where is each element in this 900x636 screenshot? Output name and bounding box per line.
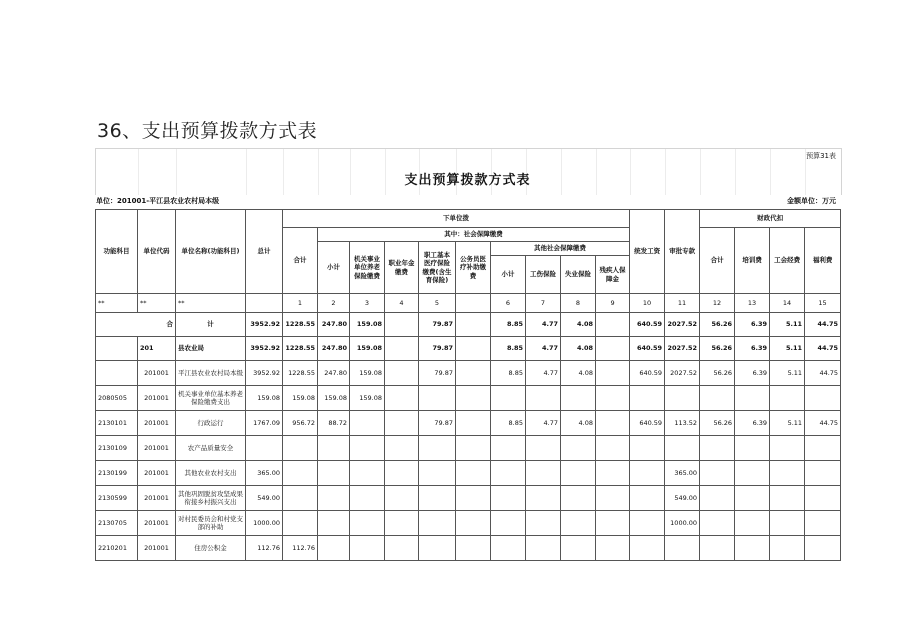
- value-cell: 2027.52: [665, 361, 700, 386]
- value-cell: 159.08: [318, 386, 350, 411]
- value-cell: 44.75: [805, 411, 841, 436]
- document-heading: 36、支出预算拨款方式表: [97, 120, 318, 142]
- value-cell: [805, 486, 841, 511]
- total-row: [96, 313, 841, 337]
- value-cell: [526, 536, 561, 561]
- total-label-b: 计: [176, 313, 246, 337]
- unit-name-cell: 对村民委员会和村党支部的补助: [176, 511, 246, 536]
- unit-code-cell: 201001: [138, 536, 176, 561]
- cell: 159.08: [350, 337, 385, 361]
- value-cell: 365.00: [665, 461, 700, 486]
- func-subject-cell: 2130705: [96, 511, 138, 536]
- value-cell: [385, 461, 419, 486]
- unit-name-cell: 行政运行: [176, 411, 246, 436]
- value-cell: 1767.09: [246, 411, 283, 436]
- value-cell: [456, 486, 491, 511]
- unit-name-cell: 平江县农业农村局本级: [176, 361, 246, 386]
- value-cell: [630, 511, 665, 536]
- value-cell: [283, 486, 318, 511]
- value-cell: [770, 386, 805, 411]
- table-row: [96, 436, 841, 461]
- value-cell: [456, 361, 491, 386]
- value-cell: [630, 436, 665, 461]
- value-cell: [596, 461, 630, 486]
- cell: 4.77: [526, 313, 561, 337]
- value-cell: 549.00: [665, 486, 700, 511]
- func-subject-cell: 2130101: [96, 411, 138, 436]
- value-cell: [630, 461, 665, 486]
- colnum: 4: [385, 294, 419, 313]
- value-cell: [491, 386, 526, 411]
- value-cell: 88.72: [318, 411, 350, 436]
- value-cell: [419, 436, 456, 461]
- header-xia-bo: 下单位拨: [283, 210, 630, 228]
- value-cell: [246, 436, 283, 461]
- cell: 79.87: [419, 337, 456, 361]
- value-cell: [700, 486, 735, 511]
- cell: 56.26: [700, 337, 735, 361]
- header-total: 总计: [246, 210, 283, 294]
- cell: 1228.55: [283, 337, 318, 361]
- cell: 247.80: [318, 337, 350, 361]
- value-cell: [630, 486, 665, 511]
- header-gongwuyuan: 公务员医疗补助缴费: [456, 242, 491, 294]
- value-cell: [419, 386, 456, 411]
- table-row: [96, 361, 841, 386]
- cell: 6.39: [735, 313, 770, 337]
- value-cell: 4.77: [526, 361, 561, 386]
- value-cell: 640.59: [630, 411, 665, 436]
- value-cell: [596, 511, 630, 536]
- value-cell: [350, 436, 385, 461]
- header-zhigong: 职工基本医疗保险缴费(含生育保险): [419, 242, 456, 294]
- header-xiaoji2: 小计: [491, 256, 526, 294]
- value-cell: [561, 386, 596, 411]
- value-cell: [385, 361, 419, 386]
- header-subtotal: 合计: [283, 228, 318, 294]
- value-cell: [318, 486, 350, 511]
- cell: [385, 313, 419, 337]
- value-cell: [596, 411, 630, 436]
- cell: 4.08: [561, 313, 596, 337]
- value-cell: [735, 386, 770, 411]
- cell: [596, 337, 630, 361]
- value-cell: [596, 361, 630, 386]
- header-canji: 残疾人保障金: [596, 256, 630, 294]
- value-cell: [805, 461, 841, 486]
- value-cell: [805, 386, 841, 411]
- cell: 2027.52: [665, 313, 700, 337]
- value-cell: [456, 386, 491, 411]
- header-func-subject: 功能科目: [96, 210, 138, 294]
- value-cell: 1000.00: [665, 511, 700, 536]
- value-cell: [350, 511, 385, 536]
- value-cell: 159.08: [350, 361, 385, 386]
- value-cell: 365.00: [246, 461, 283, 486]
- value-cell: [700, 511, 735, 536]
- dept-name: 县农业局: [176, 337, 246, 361]
- value-cell: [526, 486, 561, 511]
- value-cell: [770, 461, 805, 486]
- cell: 1228.55: [283, 313, 318, 337]
- cell: [385, 337, 419, 361]
- table-row: [96, 536, 841, 561]
- value-cell: 549.00: [246, 486, 283, 511]
- value-cell: [700, 461, 735, 486]
- colnum: 13: [735, 294, 770, 313]
- meta-row: [95, 196, 840, 208]
- value-cell: 56.26: [700, 411, 735, 436]
- cell: 3952.92: [246, 313, 283, 337]
- unit-code-cell: 201001: [138, 461, 176, 486]
- value-cell: 4.77: [526, 411, 561, 436]
- value-cell: [735, 536, 770, 561]
- colnum: 15: [805, 294, 841, 313]
- colnum: 3: [350, 294, 385, 313]
- header-caizheng: 财政代扣: [700, 210, 841, 228]
- value-cell: [526, 461, 561, 486]
- unit-code-cell: 201001: [138, 386, 176, 411]
- colnum: 1: [283, 294, 318, 313]
- value-cell: [700, 436, 735, 461]
- cell: 3952.92: [246, 337, 283, 361]
- colnum: 12: [700, 294, 735, 313]
- value-cell: [665, 436, 700, 461]
- value-cell: [491, 486, 526, 511]
- header-xiaoji: 小计: [318, 242, 350, 294]
- cell: 640.59: [630, 313, 665, 337]
- table-row: [96, 461, 841, 486]
- value-cell: [419, 461, 456, 486]
- value-cell: [385, 486, 419, 511]
- colnum: 6: [491, 294, 526, 313]
- cell: [596, 313, 630, 337]
- func-subject-cell: 2210201: [96, 536, 138, 561]
- header-qizhong: 其中：社会保障缴费: [318, 228, 630, 242]
- func-subject-cell: 2130109: [96, 436, 138, 461]
- value-cell: 4.08: [561, 411, 596, 436]
- value-cell: [385, 411, 419, 436]
- value-cell: 6.39: [735, 411, 770, 436]
- func-subject-cell: 2080505: [96, 386, 138, 411]
- value-cell: 159.08: [283, 386, 318, 411]
- value-cell: [385, 386, 419, 411]
- colnum: 5: [419, 294, 456, 313]
- cell: 56.26: [700, 313, 735, 337]
- colnum: 8: [561, 294, 596, 313]
- form-number: 预算31表: [806, 152, 836, 160]
- unit-name-cell: 农产品质量安全: [176, 436, 246, 461]
- value-cell: [491, 461, 526, 486]
- value-cell: [596, 436, 630, 461]
- value-cell: 5.11: [770, 411, 805, 436]
- cell: [456, 313, 491, 337]
- value-cell: [770, 486, 805, 511]
- value-cell: 4.08: [561, 361, 596, 386]
- table-row: [96, 486, 841, 511]
- header-tongfa: 统发工资: [630, 210, 665, 294]
- unit-label: 单位：201001-平江县农业农村局本级: [96, 197, 220, 205]
- value-cell: [318, 536, 350, 561]
- value-cell: [700, 386, 735, 411]
- table-row: [96, 411, 841, 436]
- cell: 6.39: [735, 337, 770, 361]
- cell: 5.11: [770, 337, 805, 361]
- value-cell: [283, 511, 318, 536]
- cell: 247.80: [318, 313, 350, 337]
- value-cell: 56.26: [700, 361, 735, 386]
- value-cell: 3952.92: [246, 361, 283, 386]
- value-cell: [805, 536, 841, 561]
- header-other-social: 其他社会保障缴费: [491, 242, 630, 256]
- value-cell: [526, 386, 561, 411]
- cell: 79.87: [419, 313, 456, 337]
- value-cell: [318, 436, 350, 461]
- value-cell: [526, 511, 561, 536]
- value-cell: [456, 461, 491, 486]
- value-cell: [385, 511, 419, 536]
- cell: 4.77: [526, 337, 561, 361]
- header-shenpi: 审批专款: [665, 210, 700, 294]
- value-cell: 640.59: [630, 361, 665, 386]
- value-cell: [350, 536, 385, 561]
- header-zhiye: 职业年金缴费: [385, 242, 419, 294]
- value-cell: [456, 536, 491, 561]
- unit-name-cell: 其他巩固脱贫攻坚成果衔接乡村振兴支出: [176, 486, 246, 511]
- value-cell: [596, 536, 630, 561]
- value-cell: [561, 436, 596, 461]
- func-subject-cell: [96, 361, 138, 386]
- value-cell: [805, 436, 841, 461]
- header-fuli: 福利费: [805, 228, 841, 294]
- colnum: 7: [526, 294, 561, 313]
- value-cell: 8.85: [491, 361, 526, 386]
- dept-code: 201: [138, 337, 176, 361]
- cell: [96, 337, 138, 361]
- value-cell: [735, 511, 770, 536]
- value-cell: 113.52: [665, 411, 700, 436]
- unit-code-cell: 201001: [138, 411, 176, 436]
- value-cell: [385, 436, 419, 461]
- header-gongshang: 工伤保险: [526, 256, 561, 294]
- table-row: [96, 386, 841, 411]
- value-cell: [456, 511, 491, 536]
- value-cell: [491, 511, 526, 536]
- cell: 5.11: [770, 313, 805, 337]
- colnum: [246, 294, 283, 313]
- total-label-a: 合: [96, 313, 176, 337]
- value-cell: [456, 411, 491, 436]
- unit-name-cell: 其他农业农村支出: [176, 461, 246, 486]
- cell: 4.08: [561, 337, 596, 361]
- value-cell: [283, 436, 318, 461]
- value-cell: [770, 536, 805, 561]
- value-cell: [735, 486, 770, 511]
- unit-code-cell: 201001: [138, 486, 176, 511]
- cell: 8.85: [491, 313, 526, 337]
- value-cell: [491, 436, 526, 461]
- header-unit-code: 单位代码: [138, 210, 176, 294]
- func-subject-cell: 2130199: [96, 461, 138, 486]
- header-peixun: 培训费: [735, 228, 770, 294]
- cell: 159.08: [350, 313, 385, 337]
- header-heji3: 合计: [700, 228, 735, 294]
- value-cell: 159.08: [350, 386, 385, 411]
- value-cell: [770, 436, 805, 461]
- value-cell: [318, 511, 350, 536]
- table-body: [96, 361, 841, 561]
- colnum: [456, 294, 491, 313]
- value-cell: [419, 536, 456, 561]
- cell: 640.59: [630, 337, 665, 361]
- budget-table: [95, 209, 841, 561]
- value-cell: [318, 461, 350, 486]
- value-cell: 1228.55: [283, 361, 318, 386]
- unit-code-cell: 201001: [138, 361, 176, 386]
- table-title: 支出预算拨款方式表: [404, 173, 531, 188]
- dept-row: [96, 337, 841, 361]
- value-cell: [350, 411, 385, 436]
- value-cell: 79.87: [419, 411, 456, 436]
- header-jiguan: 机关事业单位养老保险缴费: [350, 242, 385, 294]
- func-subject-cell: 2130599: [96, 486, 138, 511]
- cell: [456, 337, 491, 361]
- header-gonghui: 工会经费: [770, 228, 805, 294]
- colnum: 14: [770, 294, 805, 313]
- value-cell: [419, 511, 456, 536]
- value-cell: [805, 511, 841, 536]
- value-cell: [665, 386, 700, 411]
- value-cell: 1000.00: [246, 511, 283, 536]
- value-cell: 247.80: [318, 361, 350, 386]
- value-cell: 956.72: [283, 411, 318, 436]
- colnum: **: [138, 294, 176, 313]
- value-cell: [735, 436, 770, 461]
- value-cell: 112.76: [283, 536, 318, 561]
- value-cell: 5.11: [770, 361, 805, 386]
- value-cell: [630, 386, 665, 411]
- table-row: [96, 511, 841, 536]
- value-cell: [770, 511, 805, 536]
- colnum: 11: [665, 294, 700, 313]
- value-cell: [665, 536, 700, 561]
- value-cell: [283, 461, 318, 486]
- value-cell: [456, 436, 491, 461]
- value-cell: 8.85: [491, 411, 526, 436]
- value-cell: [526, 436, 561, 461]
- value-cell: [419, 486, 456, 511]
- value-cell: 79.87: [419, 361, 456, 386]
- colnum: **: [176, 294, 246, 313]
- value-cell: [385, 536, 419, 561]
- amount-unit: 金额单位：万元: [787, 197, 836, 205]
- cell: 2027.52: [665, 337, 700, 361]
- header-shiye: 失业保险: [561, 256, 596, 294]
- unit-name-cell: 机关事业单位基本养老保险缴费支出: [176, 386, 246, 411]
- unit-name-cell: 住房公积金: [176, 536, 246, 561]
- value-cell: [561, 511, 596, 536]
- colnum: 2: [318, 294, 350, 313]
- value-cell: [596, 386, 630, 411]
- value-cell: [350, 486, 385, 511]
- value-cell: [630, 536, 665, 561]
- value-cell: 159.08: [246, 386, 283, 411]
- value-cell: [561, 536, 596, 561]
- value-cell: [561, 486, 596, 511]
- value-cell: 6.39: [735, 361, 770, 386]
- value-cell: [350, 461, 385, 486]
- colnum: **: [96, 294, 138, 313]
- value-cell: [700, 536, 735, 561]
- unit-code-cell: 201001: [138, 511, 176, 536]
- colnum: 9: [596, 294, 630, 313]
- cell: 44.75: [805, 313, 841, 337]
- colnum: 10: [630, 294, 665, 313]
- value-cell: 44.75: [805, 361, 841, 386]
- value-cell: [561, 461, 596, 486]
- unit-code-cell: 201001: [138, 436, 176, 461]
- value-cell: 112.76: [246, 536, 283, 561]
- header-unit-name: 单位名称(功能科目): [176, 210, 246, 294]
- value-cell: [735, 461, 770, 486]
- cell: 8.85: [491, 337, 526, 361]
- column-number-row: [96, 294, 841, 313]
- value-cell: [491, 536, 526, 561]
- cell: 44.75: [805, 337, 841, 361]
- value-cell: [596, 486, 630, 511]
